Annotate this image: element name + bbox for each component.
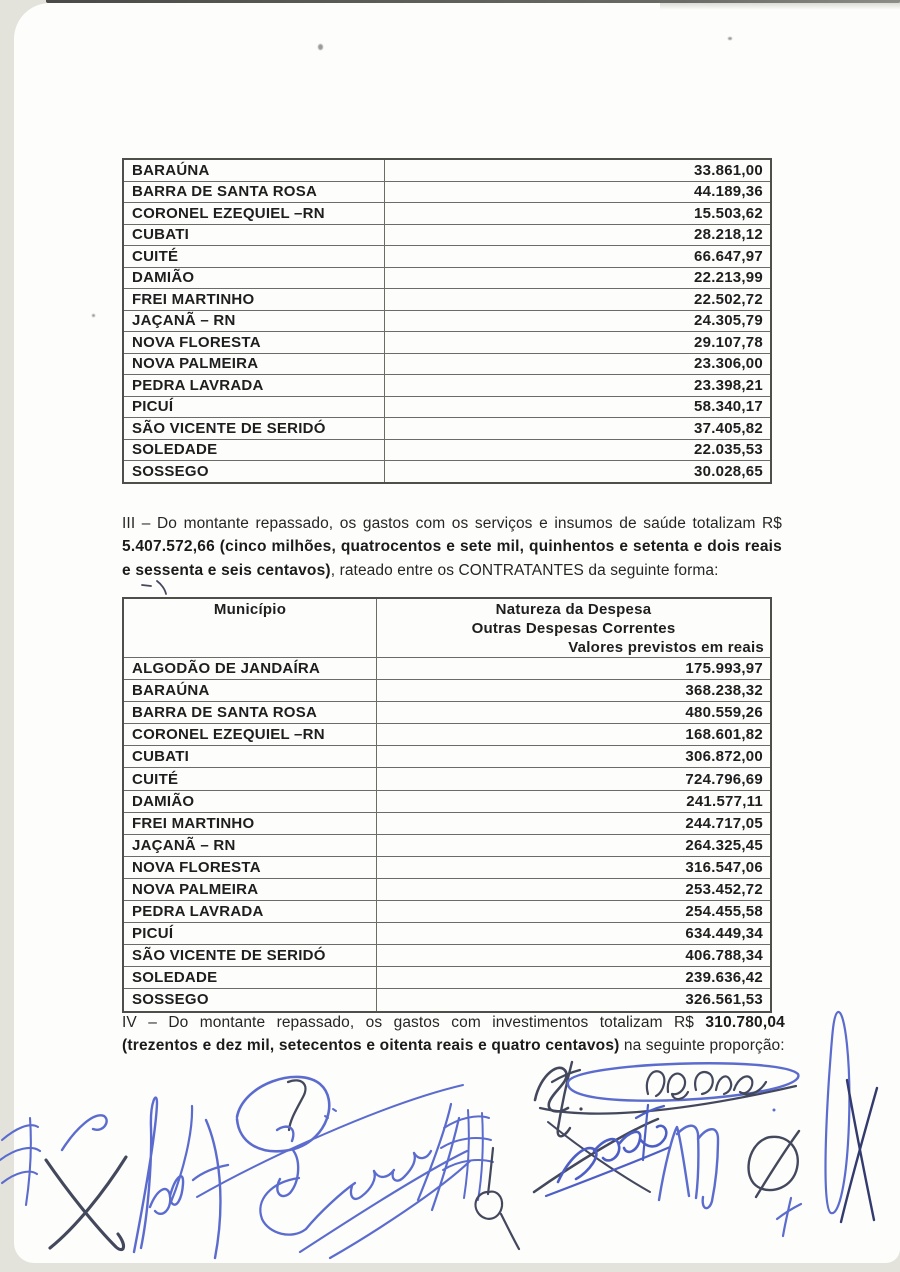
scan-shadow <box>660 0 900 10</box>
municipality-cell: NOVA PALMEIRA <box>123 353 385 375</box>
table-row <box>123 224 771 246</box>
header-municipality: Município <box>123 598 377 658</box>
municipality-cell: FREI MARTINHO <box>123 289 385 311</box>
value-cell: 253.452,72 <box>377 878 772 900</box>
header-nature-line1: Natureza da Despesa <box>495 601 652 618</box>
table-row <box>123 439 771 461</box>
municipality-cell: CORONEL EZEQUIEL –RN <box>123 724 377 746</box>
value-cell: 30.028,65 <box>385 461 772 483</box>
table-row <box>123 878 771 900</box>
municipality-cell: BARAÚNA <box>123 159 385 181</box>
table-row <box>123 945 771 967</box>
allocation-table-services-upper <box>122 158 772 484</box>
table-row <box>123 418 771 440</box>
municipality-cell: SOLEDADE <box>123 439 385 461</box>
value-cell: 480.559,26 <box>377 702 772 724</box>
value-cell: 33.861,00 <box>385 159 772 181</box>
table-row <box>123 289 771 311</box>
municipality-cell: JAÇANÃ – RN <box>123 834 377 856</box>
value-cell: 66.647,97 <box>385 246 772 268</box>
table-row <box>123 310 771 332</box>
table-row <box>123 768 771 790</box>
clause-iv-paragraph <box>122 1011 785 1058</box>
municipality-cell: FREI MARTINHO <box>123 812 377 834</box>
clause-iv-amount-words: (trezentos e dez mil, setecentos e oitenta reais e quatro centavos) <box>122 1037 620 1055</box>
value-cell: 22.035,53 <box>385 439 772 461</box>
table-row <box>123 658 771 680</box>
clause-iii-intro: III – Do montante repassado, os gastos com os serviços e insumos de saúde totalizam R$ <box>122 515 782 532</box>
table-row <box>123 834 771 856</box>
municipality-cell: SÃO VICENTE DE SERIDÓ <box>123 945 377 967</box>
table-row <box>123 203 771 225</box>
clause-iii-amount-text: 5.407.572,66 (cinco milhões, quatrocentos e sete mil, quinhentos e setenta e dois reais e sessenta e seis centavos) <box>122 538 782 579</box>
value-cell: 368.238,32 <box>377 680 772 702</box>
municipality-cell: SOLEDADE <box>123 967 377 989</box>
municipality-cell: CORONEL EZEQUIEL –RN <box>123 203 385 225</box>
value-cell: 326.561,53 <box>377 989 772 1012</box>
value-cell: 23.306,00 <box>385 353 772 375</box>
municipality-cell: CUITÉ <box>123 246 385 268</box>
value-cell: 175.993,97 <box>377 658 772 680</box>
table-row <box>123 680 771 702</box>
table-row <box>123 746 771 768</box>
municipality-cell: ALGODÃO DE JANDAÍRA <box>123 658 377 680</box>
table-row <box>123 856 771 878</box>
municipality-cell: SÃO VICENTE DE SERIDÓ <box>123 418 385 440</box>
value-cell: 254.455,58 <box>377 901 772 923</box>
value-cell: 241.577,11 <box>377 790 772 812</box>
value-cell: 23.398,21 <box>385 375 772 397</box>
value-cell: 15.503,62 <box>385 203 772 225</box>
table-row <box>123 812 771 834</box>
value-cell: 29.107,78 <box>385 332 772 354</box>
value-cell: 168.601,82 <box>377 724 772 746</box>
table-row <box>123 967 771 989</box>
value-cell: 22.213,99 <box>385 267 772 289</box>
table-row <box>123 246 771 268</box>
municipality-cell: DAMIÃO <box>123 267 385 289</box>
table-row <box>123 989 771 1012</box>
table-row <box>123 724 771 746</box>
table-row <box>123 375 771 397</box>
header-nature-line2: Outras Despesas Correntes <box>471 620 676 637</box>
clause-iii-tail: , rateado entre os CONTRATANTES da seguinte forma: <box>330 561 719 579</box>
municipality-cell: BARRA DE SANTA ROSA <box>123 702 377 724</box>
value-cell: 239.636,42 <box>377 967 772 989</box>
value-cell: 244.717,05 <box>377 812 772 834</box>
table-row <box>123 396 771 418</box>
value-cell: 264.325,45 <box>377 834 772 856</box>
municipality-cell: JAÇANÃ – RN <box>123 310 385 332</box>
table-row <box>123 353 771 375</box>
table-row <box>123 461 771 483</box>
table-row <box>123 923 771 945</box>
clause-iii-paragraph <box>122 512 782 582</box>
value-cell: 24.305,79 <box>385 310 772 332</box>
value-cell: 28.218,12 <box>385 224 772 246</box>
municipality-cell: BARAÚNA <box>123 680 377 702</box>
municipality-cell: CUITÉ <box>123 768 377 790</box>
value-cell: 724.796,69 <box>377 768 772 790</box>
municipality-cell: CUBATI <box>123 224 385 246</box>
table-row <box>123 901 771 923</box>
header-nature-line3: Valores previstos em reais <box>568 639 764 656</box>
table-row <box>123 790 771 812</box>
scan-artifact <box>728 37 732 40</box>
municipality-cell: PEDRA LAVRADA <box>123 375 385 397</box>
value-cell: 58.340,17 <box>385 396 772 418</box>
municipality-cell: PICUÍ <box>123 396 385 418</box>
table-header-row <box>123 598 771 658</box>
scan-artifact <box>318 44 323 50</box>
clause-iv-tail: na seguinte proporção: <box>619 1037 785 1055</box>
municipality-cell: PICUÍ <box>123 923 377 945</box>
allocation-table-other-expenses <box>122 597 772 1013</box>
table-row <box>123 159 771 181</box>
value-cell: 316.547,06 <box>377 856 772 878</box>
municipality-cell: SOSSEGO <box>123 989 377 1012</box>
municipality-cell: NOVA PALMEIRA <box>123 878 377 900</box>
municipality-cell: PEDRA LAVRADA <box>123 901 377 923</box>
table-row <box>123 267 771 289</box>
table-row <box>123 181 771 203</box>
municipality-cell: SOSSEGO <box>123 461 385 483</box>
header-nature <box>377 598 772 658</box>
municipality-cell: NOVA FLORESTA <box>123 856 377 878</box>
municipality-cell: CUBATI <box>123 746 377 768</box>
value-cell: 37.405,82 <box>385 418 772 440</box>
municipality-cell: BARRA DE SANTA ROSA <box>123 181 385 203</box>
value-cell: 634.449,34 <box>377 923 772 945</box>
municipality-cell: NOVA FLORESTA <box>123 332 385 354</box>
clause-iv-intro: IV – Do montante repassado, os gastos com investimentos totalizam R$ <box>122 1014 706 1031</box>
municipality-cell: DAMIÃO <box>123 790 377 812</box>
value-cell: 306.872,00 <box>377 746 772 768</box>
value-cell: 22.502,72 <box>385 289 772 311</box>
clause-iv-amount: 310.780,04 <box>705 1014 785 1031</box>
scan-artifact <box>92 314 95 317</box>
table-row <box>123 332 771 354</box>
value-cell: 44.189,36 <box>385 181 772 203</box>
value-cell: 406.788,34 <box>377 945 772 967</box>
table-row <box>123 702 771 724</box>
